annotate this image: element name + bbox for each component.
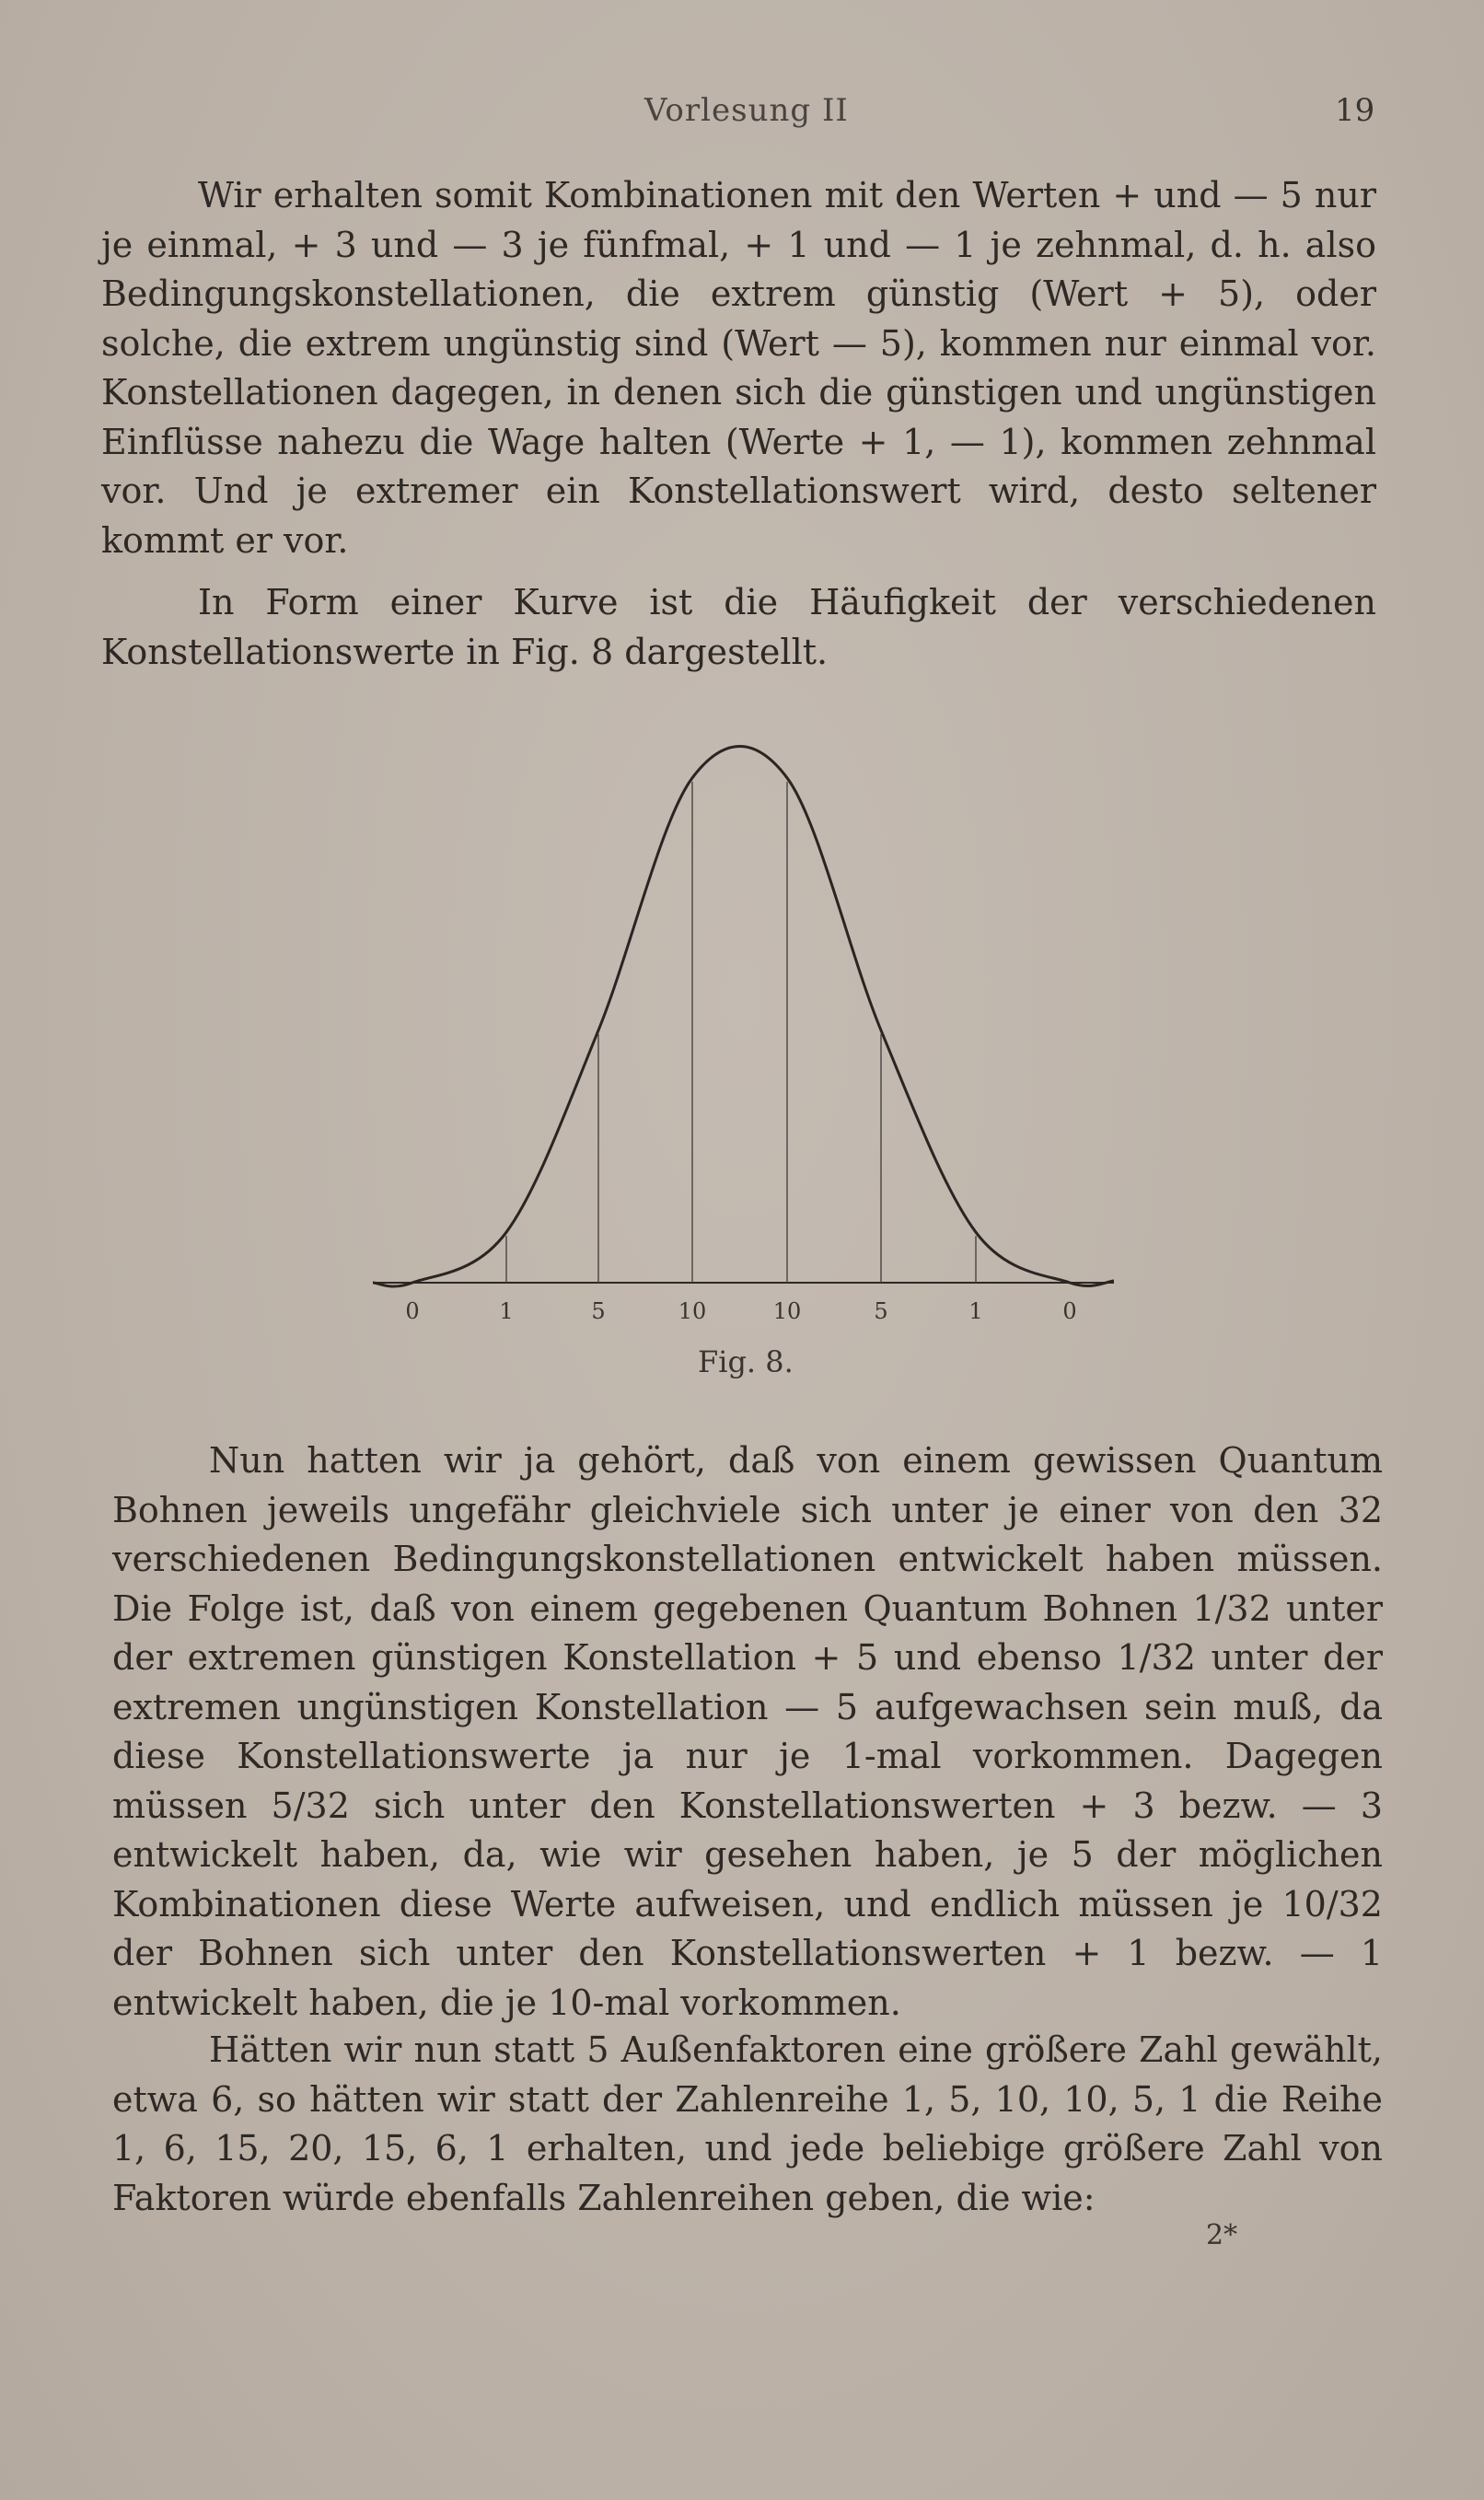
running-header: Vorlesung II [644,92,849,129]
bell-curve-line [373,747,1114,1287]
bell-curve-chart [350,700,1132,1308]
x-tick-label: 10 [772,1298,802,1324]
x-tick-label: 0 [1062,1298,1077,1324]
paragraph-1: Wir erhalten somit Kombinationen mit den Werten + und — 5 nur je einmal, + 3 und — 3 je fünfmal, + 1 und — 1 je zehnmal, d. h. also Bedingungskonstellationen, die extrem günstig (Wert + 5), oder solche, die extrem ungünstig sind (Wert — 5), kommen nur einmal vor. Konstellationen dagegen, in denen sich die günstigen und ungünstigen Einflüsse nahezu die Wage halten (Werte + 1, — 1), kommen zehnmal vor. Und je extremer ein Konstellationswert wird, desto seltener kommt er vor. [101,175,1376,561]
paragraph-3: Nun hatten wir ja gehört, daß von einem gewissen Quantum Bohnen jeweils ungefähr gleichviele sich unter je einer von den 32 verschiedenen Bedingungskonstellationen entwickelt haben müssen. Die Folge ist, daß von einem gegebenen Quantum Bohnen 1/32 unter der extremen günstigen Konstellation + 5 und ebenso 1/32 unter der extremen ungünstigen Konstellation — 5 aufgewachsen sein muß, da diese Konstellationswerte ja nur je 1-mal vorkommen. Dagegen müssen 5/32 sich unter den Konstellationswerten + 3 bezw. — 3 entwickelt haben, da, wie wir gesehen haben, je 5 der möglichen Kombinationen diese Werte aufweisen, und endlich müssen je 10/32 der Bohnen sich unter den Konstellationswerten + 1 bezw. — 1 entwickelt haben, die je 10-mal vorkommen. [112,1440,1383,2023]
x-tick-label: 5 [874,1298,888,1324]
page-number: 19 [1335,92,1375,129]
figure-8 [350,700,1132,1400]
x-tick-label: 1 [968,1298,983,1324]
x-tick-label: 5 [591,1298,606,1324]
signature-mark: 2* [1206,2219,1238,2251]
paragraph-2: In Form einer Kurve ist die Häufigkeit der verschiedenen Konstellationswerte in Fig. 8 dargestellt. [101,582,1376,672]
figure-caption: Fig. 8. [698,1344,794,1379]
x-tick-label: 10 [678,1298,707,1324]
x-tick-label: 1 [499,1298,514,1324]
x-tick-label: 0 [405,1298,420,1324]
paragraph-4: Hätten wir nun statt 5 Außenfaktoren eine größere Zahl gewählt, etwa 6, so hätten wir statt der Zahlenreihe 1, 5, 10, 10, 5, 1 die Reihe 1, 6, 15, 20, 15, 6, 1 erhalten, und jede beliebige größere Zahl von Faktoren würde ebenfalls Zahlenreihen geben, die wie: [112,2029,1383,2218]
